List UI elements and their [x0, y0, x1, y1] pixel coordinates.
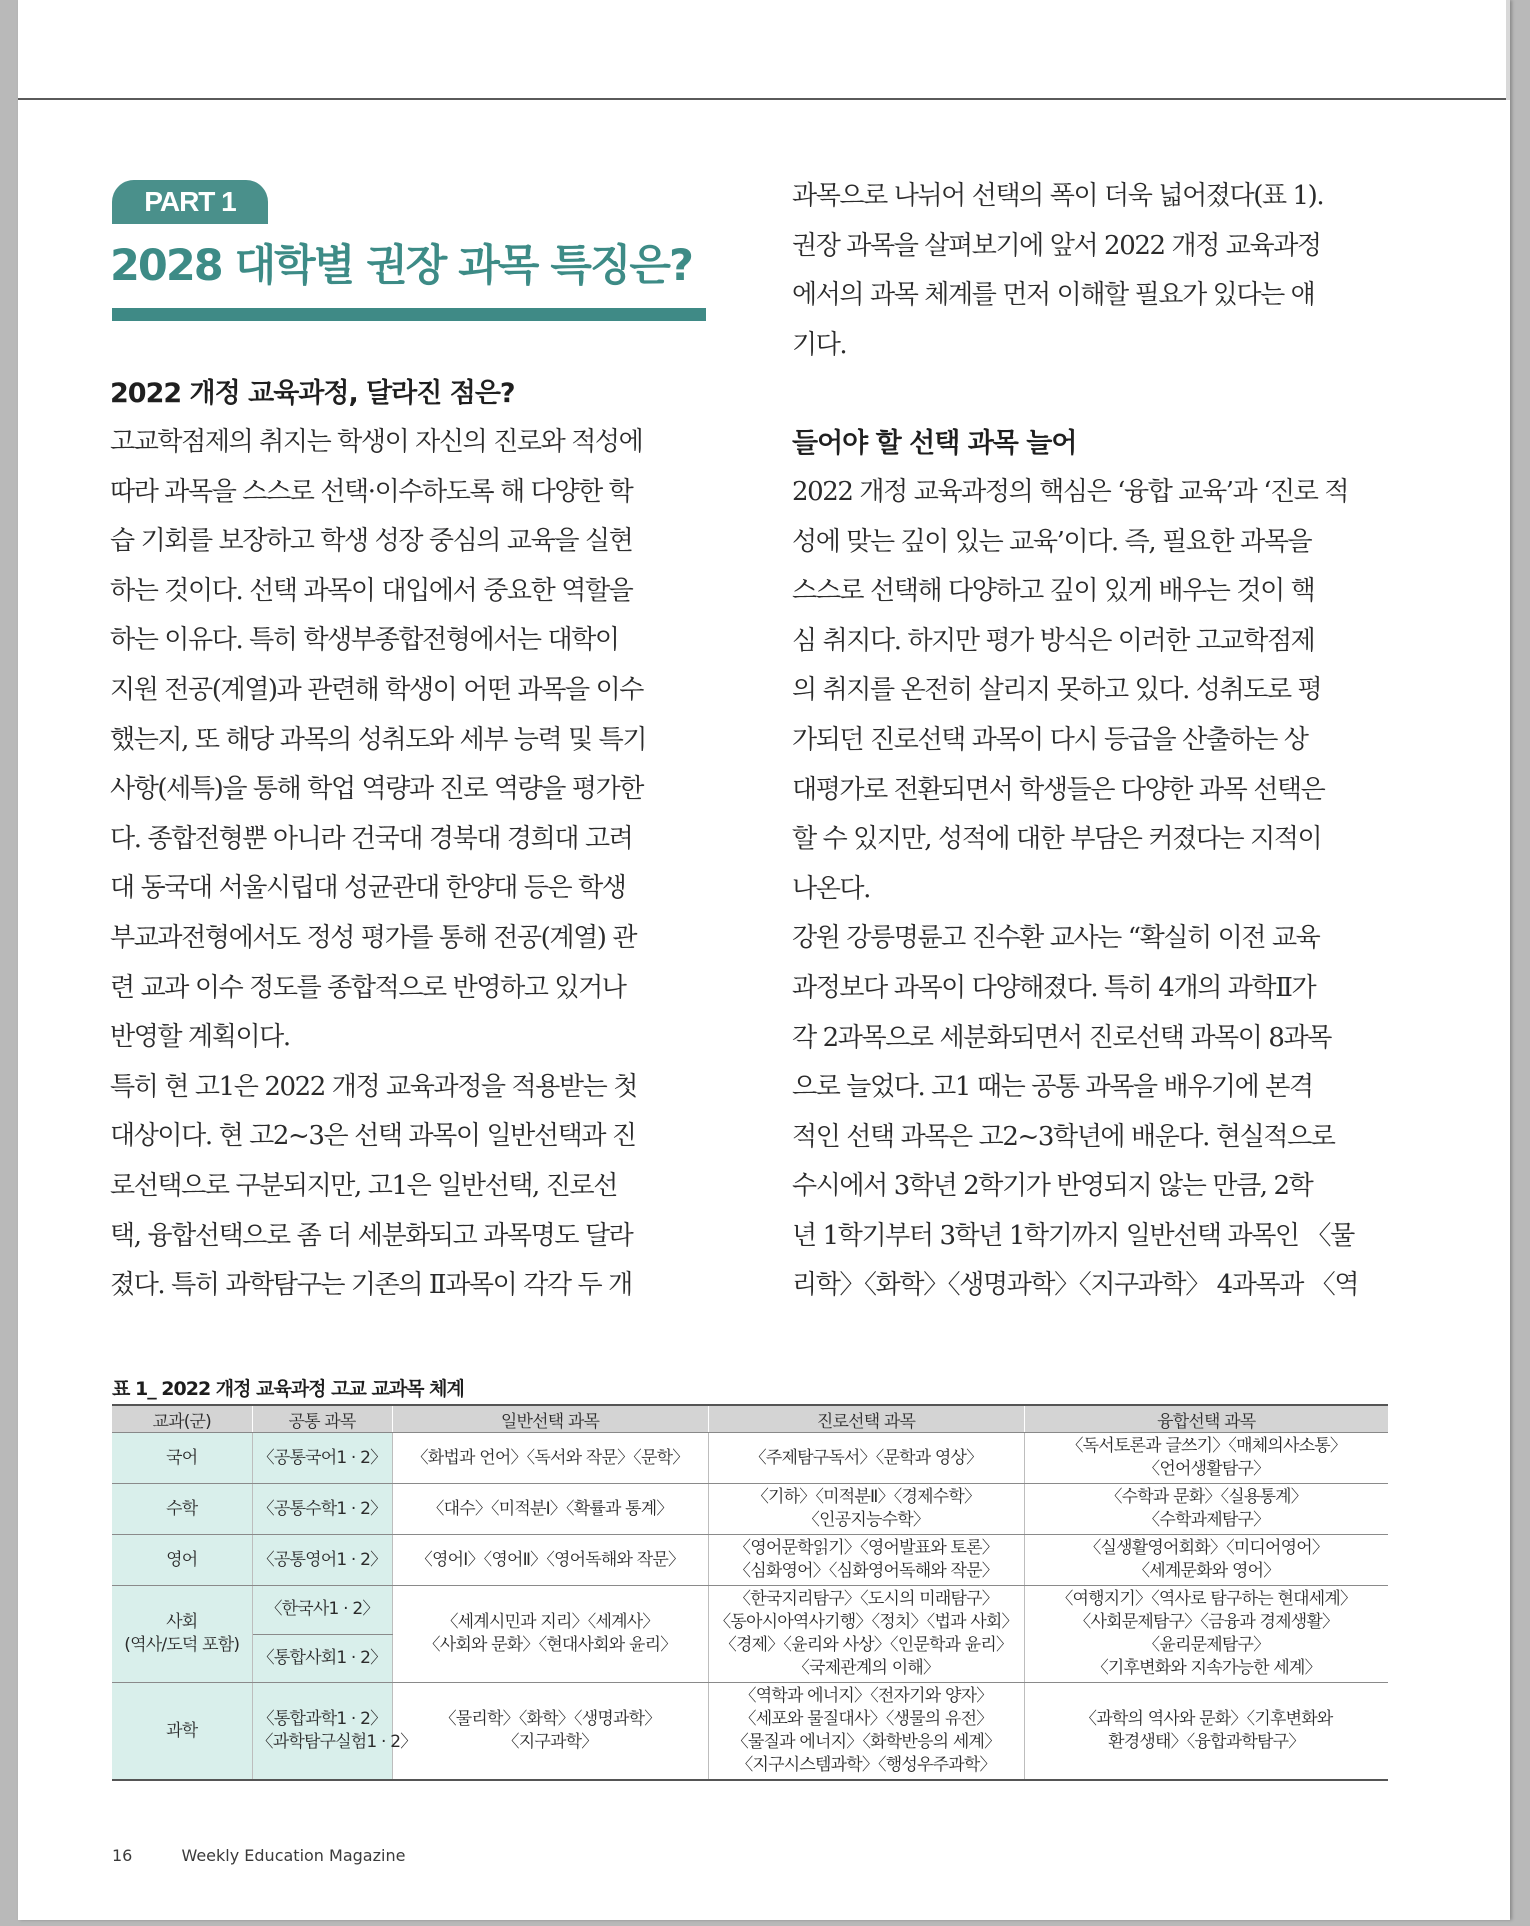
- general-elective-cell: 〈화법과 언어〉〈독서와 작문〉〈문학〉: [392, 1433, 708, 1484]
- magazine-page: [18, 0, 1510, 1920]
- body-line: 대 동국대 서울시립대 성균관대 한양대 등은 학생: [110, 873, 626, 904]
- body-line: 로선택으로 구분되지만, 고1은 일반선택, 진로선: [110, 1170, 617, 1201]
- cell-line: (역사/도덕 포함): [124, 1635, 240, 1655]
- common-course-cell: 〈공통수학1 · 2〉: [252, 1484, 392, 1535]
- table-header-row: [112, 1405, 1388, 1433]
- common-course-cell: 〈한국사1 · 2〉: [252, 1586, 392, 1635]
- body-line: 하는 것이다. 선택 과목이 대입에서 중요한 역할을: [110, 575, 633, 606]
- table-row: [112, 1683, 1388, 1781]
- column-header: 교과(군): [112, 1405, 252, 1433]
- curriculum-table: [112, 1404, 1388, 1781]
- body-line: 심 취지다. 하지만 평가 방식은 이러한 고교학점제: [792, 625, 1315, 656]
- page-number: 16: [112, 1846, 133, 1865]
- career-elective-cell: 〈주제탐구독서〉〈문학과 영상〉: [708, 1433, 1024, 1484]
- column-header: 융합선택 과목: [1024, 1405, 1388, 1433]
- cell-line: 〈세계시민과 지리〉〈세계사〉: [441, 1612, 659, 1632]
- subject-cell: [112, 1586, 252, 1683]
- cell-line: 〈기하〉〈미적분Ⅱ〉〈경제수학〉: [751, 1487, 981, 1507]
- body-line: 부교과전형에서도 정성 평가를 통해 전공(계열) 관: [110, 922, 637, 953]
- general-elective-cell: [392, 1586, 708, 1683]
- body-line: 대평가로 전환되면서 학생들은 다양한 과목 선택은: [792, 774, 1325, 805]
- cell-line: 〈수학과 문화〉〈실용통계〉: [1105, 1487, 1307, 1507]
- body-line: 강원 강릉명륜고 진수환 교사는 “확실히 이전 교육: [792, 923, 1320, 954]
- body-line: 리학〉〈화학〉〈생명과학〉〈지구과학〉 4과목과 〈역: [792, 1270, 1359, 1301]
- cell-line: 〈한국지리탐구〉〈도시의 미래탐구〉: [734, 1589, 998, 1609]
- table-row: [112, 1535, 1388, 1586]
- section-heading: 들어야 할 선택 과목 늘어: [792, 427, 1077, 459]
- subject-cell: 수학: [112, 1484, 252, 1535]
- body-line: 졌다. 특히 과학탐구는 기존의 Ⅱ과목이 각각 두 개: [110, 1270, 632, 1301]
- cell-line: 〈영어문학읽기〉〈영어발표와 토론〉: [734, 1538, 998, 1558]
- body-line: 에서의 과목 체계를 먼저 이해할 필요가 있다는 얘: [792, 280, 1315, 311]
- body-line: 2022 개정 교육과정의 핵심은 ‘융합 교육’과 ‘진로 적: [792, 476, 1349, 507]
- body-line: 특히 현 고1은 2022 개정 교육과정을 적용받는 첫: [110, 1071, 637, 1102]
- common-course-cell: 〈공통영어1 · 2〉: [252, 1535, 392, 1586]
- general-elective-cell: 〈영어Ⅰ〉〈영어Ⅱ〉〈영어독해와 작문〉: [392, 1535, 708, 1586]
- body-line: 과목으로 나뉘어 선택의 폭이 더욱 넓어졌다(표 1).: [792, 181, 1324, 211]
- fusion-elective-cell: [1024, 1586, 1388, 1683]
- cell-line: 〈물리학〉〈화학〉〈생명과학〉: [439, 1709, 661, 1729]
- subject-cell: 영어: [112, 1535, 252, 1586]
- right-column: [792, 172, 1386, 1311]
- table-row: [112, 1484, 1388, 1535]
- cell-line: 〈기후변화와 지속가능한 세계〉: [1091, 1658, 1321, 1678]
- body-line: 지원 전공(계열)과 관련해 학생이 어떤 과목을 이수: [110, 674, 643, 705]
- body-line: 나온다.: [792, 873, 871, 904]
- cell-line: 〈경제〉〈윤리와 사상〉〈인문학과 윤리〉: [719, 1635, 1013, 1655]
- cell-line: 〈역학과 에너지〉〈전자기와 양자〉: [739, 1686, 993, 1706]
- common-course-cell: [252, 1683, 417, 1781]
- common-course-cell: 〈통합사회1 · 2〉: [252, 1634, 392, 1683]
- page-title: 2028 대학별 권장 과목 특징은?: [110, 241, 692, 291]
- body-line: 고교학점제의 취지는 학생이 자신의 진로와 적성에: [110, 427, 643, 457]
- fusion-elective-cell: [1024, 1484, 1388, 1535]
- cell-line: 〈여행지기〉〈역사로 탐구하는 현대세계〉: [1056, 1589, 1357, 1609]
- subject-cell: 국어: [112, 1433, 252, 1484]
- column-header: 공통 과목: [252, 1405, 392, 1433]
- cell-line: 환경생태〉〈융합과학탐구〉: [1108, 1732, 1305, 1752]
- part-badge: PART 1: [112, 180, 268, 224]
- cell-line: 사회: [166, 1612, 198, 1632]
- cell-line: 〈언어생활탐구〉: [1143, 1459, 1270, 1479]
- magazine-name: Weekly Education Magazine: [181, 1846, 406, 1865]
- cell-line: 〈지구과학〉: [502, 1732, 598, 1752]
- cell-line: 〈심화영어〉〈심화영어독해와 작문〉: [734, 1561, 998, 1581]
- body-line: 스스로 선택해 다양하고 깊이 있게 배우는 것이 핵: [792, 576, 1315, 607]
- body-line: 하는 이유다. 특히 학생부종합전형에서는 대학이: [110, 625, 619, 656]
- cell-line: 〈세포와 물질대사〉〈생물의 유전〉: [739, 1709, 993, 1729]
- subject-cell: 과학: [112, 1683, 252, 1781]
- body-line: 의 취지를 온전히 살리지 못하고 있다. 성취도로 평: [792, 675, 1322, 706]
- cell-line: 〈수학과제탐구〉: [1143, 1510, 1270, 1530]
- fusion-elective-cell: [1024, 1683, 1388, 1781]
- cell-line: 〈과학의 역사와 문화〉〈기후변화와: [1080, 1709, 1333, 1729]
- general-elective-cell: 〈대수〉〈미적분Ⅰ〉〈확률과 통계〉: [392, 1484, 708, 1535]
- body-line: 습 기회를 보장하고 학생 성장 중심의 교육을 실현: [110, 526, 633, 557]
- body-line: 사항(세특)을 통해 학업 역량과 진로 역량을 평가한: [110, 774, 643, 805]
- body-line: 다. 종합전형뿐 아니라 건국대 경북대 경희대 고려: [110, 823, 633, 854]
- common-course-cell: 〈공통국어1 · 2〉: [252, 1433, 392, 1484]
- body-line: 권장 과목을 살펴보기에 앞서 2022 개정 교육과정: [792, 230, 1321, 261]
- body-line: 으로 늘었다. 고1 때는 공통 과목을 배우기에 본격: [792, 1072, 1313, 1103]
- cell-line: 〈과학탐구실험1 · 2〉: [256, 1732, 417, 1752]
- paragraph-spacer: [792, 370, 1386, 420]
- table-row: [112, 1586, 1388, 1635]
- top-rule: [18, 98, 1510, 100]
- cell-line: 〈사회와 문화〉〈현대사회와 윤리〉: [423, 1635, 677, 1655]
- cell-line: 〈독서토론과 글쓰기〉〈매체의사소통〉: [1066, 1436, 1347, 1456]
- table-row: [112, 1433, 1388, 1484]
- title-underline: [112, 308, 706, 321]
- column-header: 일반선택 과목: [392, 1405, 708, 1433]
- career-elective-cell: [708, 1484, 1024, 1535]
- career-elective-cell: [708, 1683, 1024, 1781]
- cell-line: 〈윤리문제탐구〉: [1143, 1635, 1270, 1655]
- body-line: 련 교과 이수 정도를 종합적으로 반영하고 있거나: [110, 972, 626, 1003]
- body-line: 수시에서 3학년 2학기가 반영되지 않는 만큼, 2학: [792, 1171, 1313, 1202]
- cell-line: 〈인공지능수학〉: [802, 1510, 930, 1530]
- body-line: 적인 선택 과목은 고2~3학년에 배운다. 현실적으로: [792, 1121, 1335, 1152]
- body-line: 따라 과목을 스스로 선택·이수하도록 해 다양한 학: [110, 476, 633, 507]
- page-edge: [1506, 0, 1510, 100]
- fusion-elective-cell: [1024, 1535, 1388, 1586]
- cell-line: 〈통합과학1 · 2〉: [257, 1709, 387, 1729]
- cell-line: 〈실생활영어회화〉〈미디어영어〉: [1084, 1538, 1329, 1558]
- career-elective-cell: [708, 1535, 1024, 1586]
- body-line: 반영할 계획이다.: [110, 1022, 290, 1053]
- body-line: 택, 융합선택으로 좀 더 세분화되고 과목명도 달라: [110, 1220, 633, 1251]
- cell-line: 〈동아시아역사기행〉〈정치〉〈법과 사회〉: [714, 1612, 1018, 1632]
- column-header: 진로선택 과목: [708, 1405, 1024, 1433]
- fusion-elective-cell: [1024, 1433, 1388, 1484]
- career-elective-cell: [708, 1586, 1024, 1683]
- cell-line: 〈물질과 에너지〉〈화학반응의 세계〉: [731, 1732, 1001, 1752]
- body-line: 대상이다. 현 고2~3은 선택 과목이 일반선택과 진: [110, 1121, 636, 1152]
- cell-line: 〈지구시스템과학〉〈행성우주과학〉: [736, 1755, 996, 1775]
- body-line: 각 2과목으로 세분화되면서 진로선택 과목이 8과목: [792, 1022, 1331, 1053]
- page-footer: [112, 1846, 405, 1865]
- cell-line: 〈세계문화와 영어〉: [1133, 1561, 1280, 1581]
- body-line: 년 1학기부터 3학년 1학기까지 일반선택 과목인 〈물: [792, 1220, 1354, 1251]
- cell-line: 〈국제관계의 이해〉: [792, 1658, 940, 1678]
- section-heading: 2022 개정 교육과정, 달라진 점은?: [110, 378, 515, 409]
- body-line: 과정보다 과목이 다양해졌다. 특히 4개의 과학Ⅱ가: [792, 972, 1316, 1003]
- body-line: 성에 맞는 깊이 있는 교육’이다. 즉, 필요한 과목을: [792, 526, 1312, 557]
- left-column: [110, 370, 704, 1311]
- body-line: 기다.: [792, 329, 847, 360]
- cell-line: 〈사회문제탐구〉〈금융과 경제생활〉: [1074, 1612, 1339, 1632]
- body-line: 가되던 진로선택 과목이 다시 등급을 산출하는 상: [792, 724, 1308, 755]
- general-elective-cell: [392, 1683, 708, 1781]
- table-caption: 표 1_ 2022 개정 교육과정 고교 교과목 체계: [112, 1378, 464, 1400]
- body-line: 할 수 있지만, 성적에 대한 부담은 커졌다는 지적이: [792, 824, 1322, 855]
- body-line: 했는지, 또 해당 과목의 성취도와 세부 능력 및 특기: [110, 724, 647, 755]
